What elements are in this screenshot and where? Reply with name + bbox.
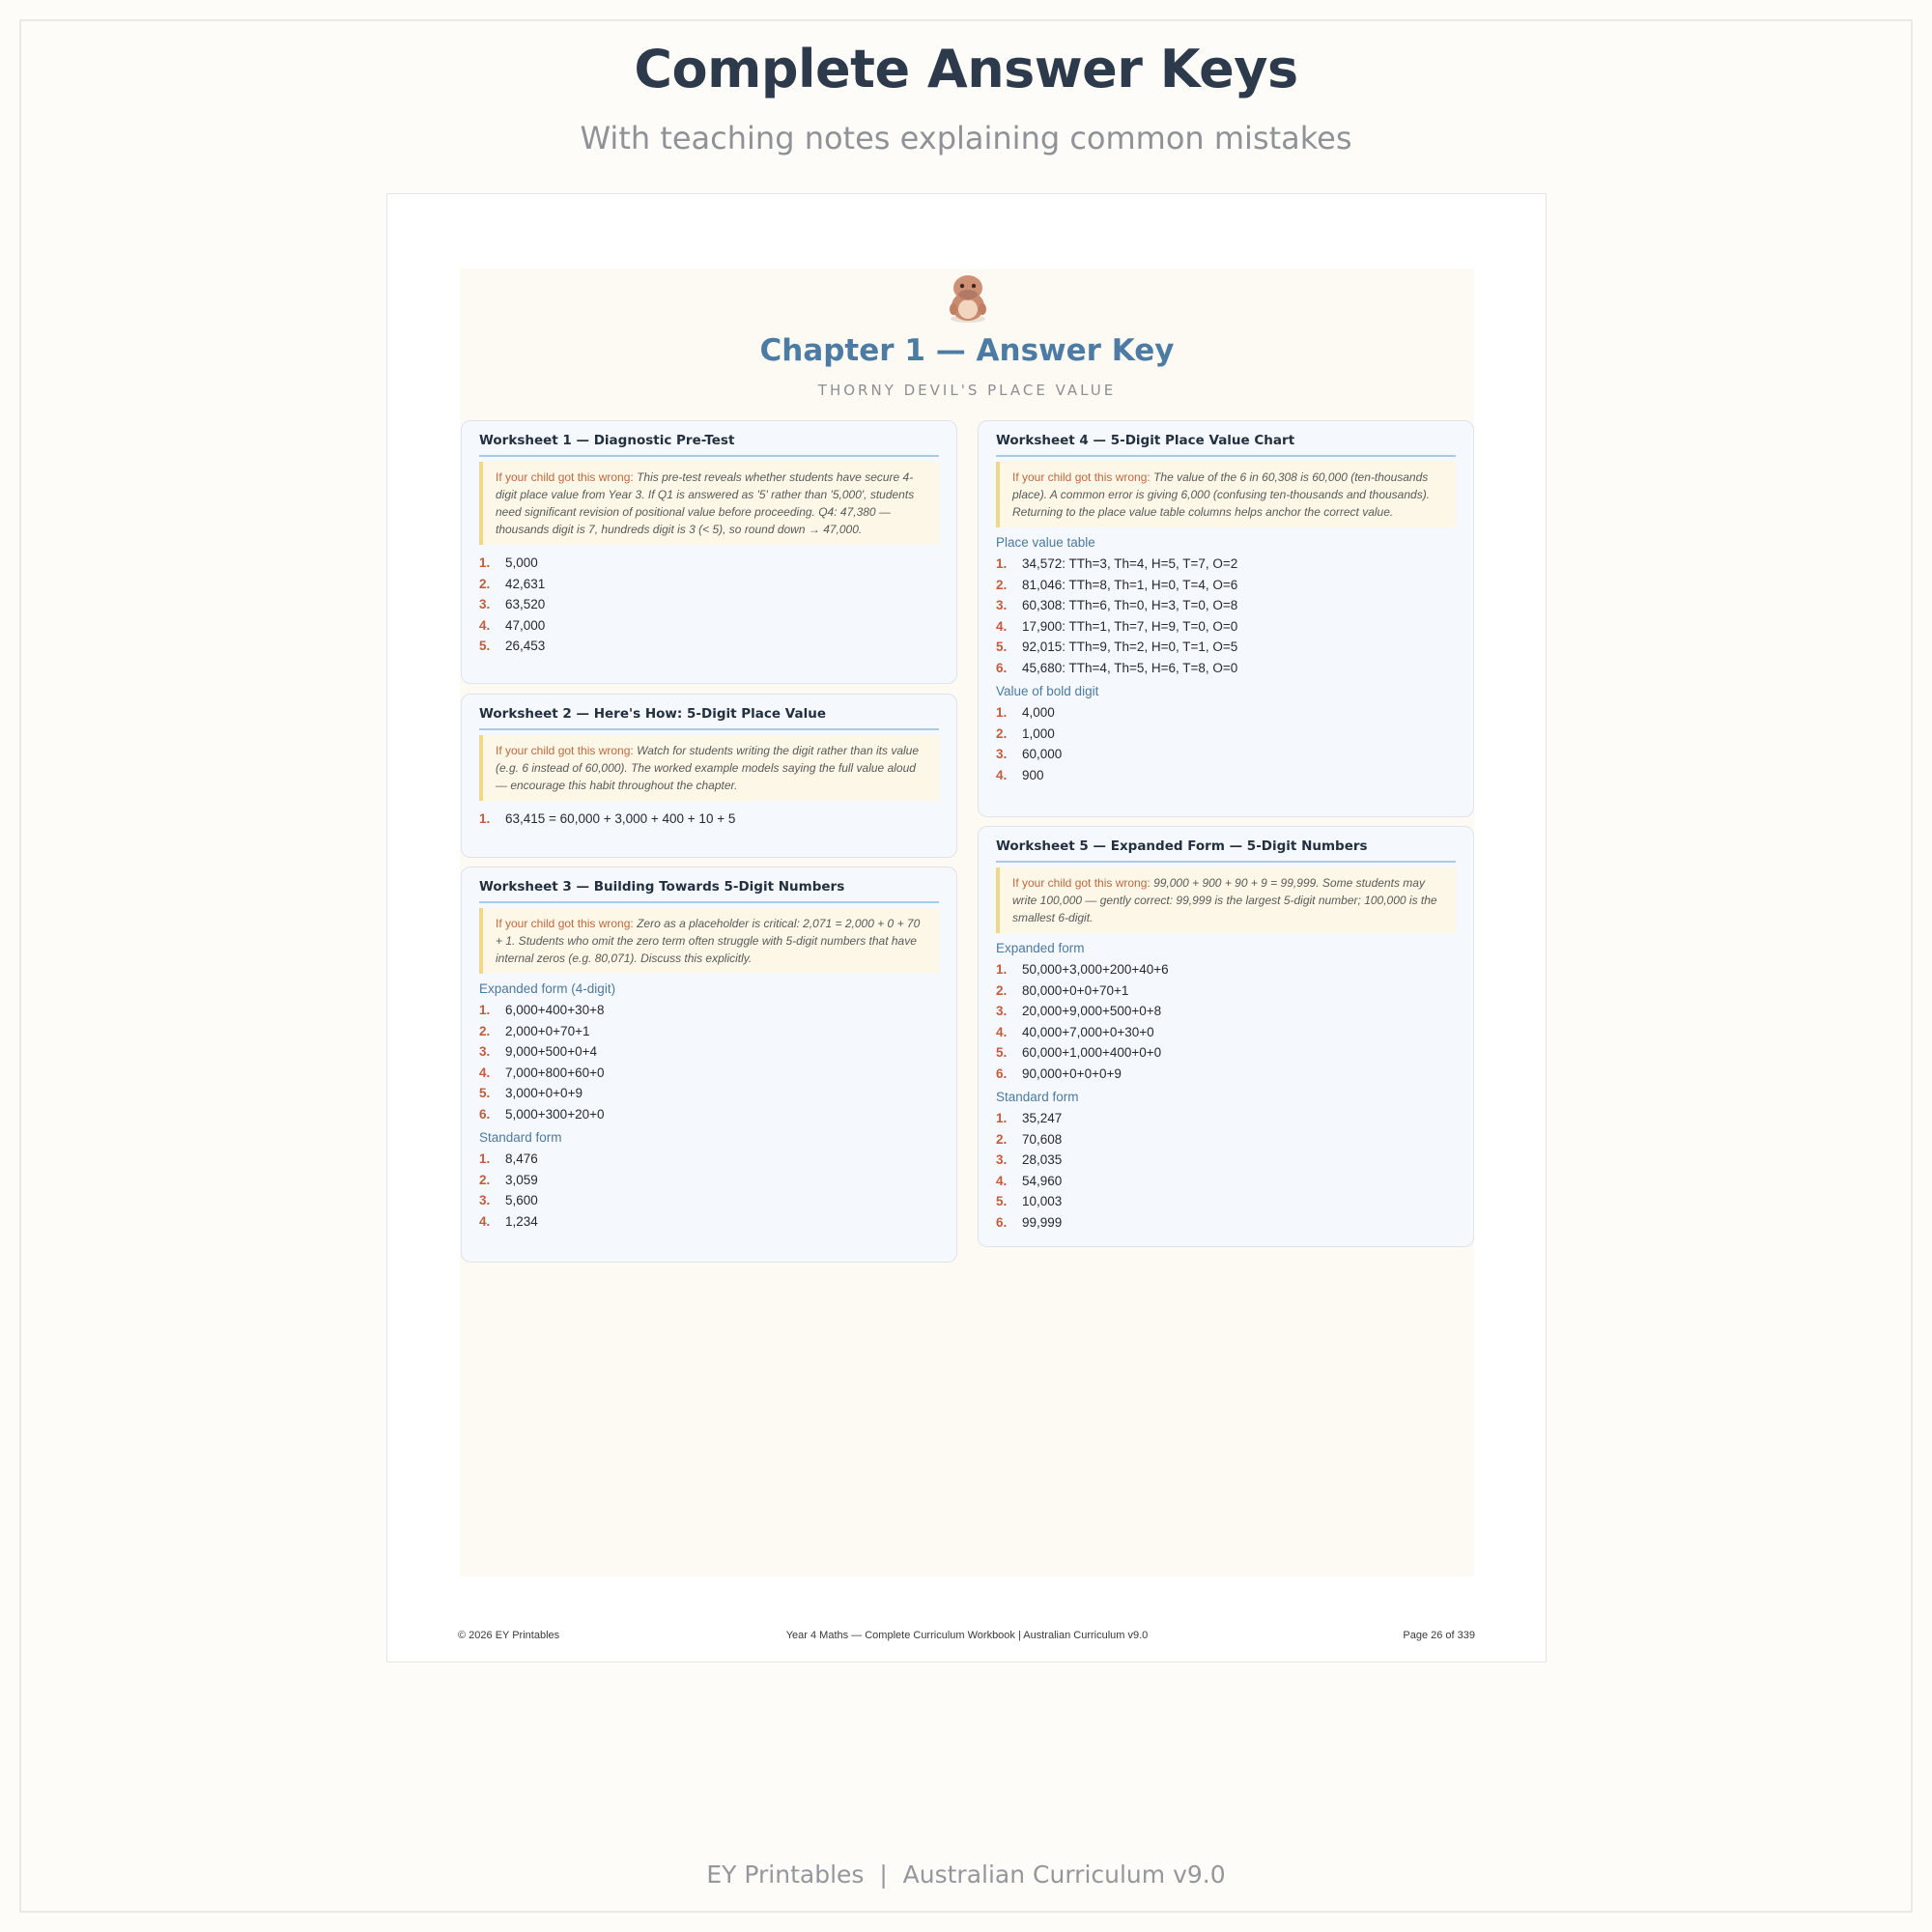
worksheet-4-card bbox=[978, 420, 1474, 817]
list-item: 5. 3,000+0+0+9 bbox=[479, 1086, 582, 1100]
list-item: 1. 35,247 bbox=[996, 1111, 1063, 1125]
worksheet-3-card bbox=[461, 867, 957, 1263]
list-item: 1. 5,000 bbox=[479, 555, 538, 570]
platypus-mascot-icon bbox=[938, 270, 998, 325]
page-content bbox=[460, 269, 1474, 1577]
answer-list bbox=[996, 959, 1456, 1084]
list-item: 2. 81,046: TTh=8, Th=1, H=0, T=4, O=6 bbox=[996, 577, 1238, 592]
list-item: 4. 54,960 bbox=[996, 1173, 1063, 1188]
answer-list bbox=[479, 553, 939, 657]
answer-list bbox=[996, 702, 1456, 785]
list-item: 6. 99,999 bbox=[996, 1214, 1063, 1230]
list-item: 6. 45,680: TTh=4, Th=5, H=6, T=8, O=0 bbox=[996, 660, 1238, 675]
list-item: 3. 5,600 bbox=[479, 1193, 538, 1208]
list-item: 5. 10,003 bbox=[996, 1194, 1063, 1208]
answer-list bbox=[996, 1108, 1456, 1233]
section-label: Expanded form bbox=[996, 941, 1085, 955]
list-item: 4. 40,000+7,000+0+30+0 bbox=[996, 1024, 1154, 1039]
list-item: 3. 60,000 bbox=[996, 747, 1063, 761]
list-item: 2. 2,000+0+70+1 bbox=[479, 1023, 590, 1038]
teaching-note bbox=[479, 908, 939, 974]
list-item: 6. 5,000+300+20+0 bbox=[479, 1106, 605, 1122]
answer-list bbox=[479, 1000, 939, 1124]
list-item: 3. 60,308: TTh=6, Th=0, H=3, T=0, O=8 bbox=[996, 598, 1238, 612]
teaching-note bbox=[479, 735, 939, 801]
list-item: 3. 63,520 bbox=[479, 597, 546, 611]
list-item: 1. 34,572: TTh=3, Th=4, H=5, T=7, O=2 bbox=[996, 556, 1238, 571]
section-label: Value of bold digit bbox=[996, 684, 1099, 698]
list-item: 4. 1,234 bbox=[479, 1213, 538, 1229]
note-label: If your child got this wrong: bbox=[496, 744, 634, 757]
teaching-note bbox=[996, 867, 1456, 933]
section-label: Place value table bbox=[996, 535, 1095, 550]
answer-list bbox=[996, 554, 1456, 678]
list-item: 2. 3,059 bbox=[479, 1172, 538, 1187]
note-text: Zero as a placeholder is critical: 2,071 = 2,000 + 0 + 70 + 1. Students who omit the zero term often struggle with 5-digit numbers that have internal zeros (e.g. 80,071). Discuss this explicitly. bbox=[496, 917, 921, 965]
note-text: 99,000 + 900 + 90 + 9 = 99,999. Some students may write 100,000 — gently correct: 99,999 is the largest 5-digit number; 100,000 is the smallest 6-digit. bbox=[1012, 876, 1437, 924]
list-item: 5. 92,015: TTh=9, Th=2, H=0, T=1, O=5 bbox=[996, 639, 1238, 654]
footer-book-title: Year 4 Maths — Complete Curriculum Workbook | Australian Curriculum v9.0 bbox=[785, 1630, 1149, 1641]
hero-subtitle: With teaching notes explaining common mistakes bbox=[580, 120, 1352, 156]
footer-copyright: © 2026 EY Printables bbox=[458, 1630, 560, 1641]
list-item: 4. 17,900: TTh=1, Th=7, H=9, T=0, O=0 bbox=[996, 618, 1238, 634]
list-item: 5. 26,453 bbox=[479, 639, 546, 653]
note-text: This pre-test reveals whether students have secure 4-digit place value from Year 3. If Q1 is answered as '5' rather than '5,000', students need significant revision of positional value before proceeding. Q4: 47,380 — thousands digit is 7, hundreds digit is 3 (< 5), so round down → 47,000. bbox=[496, 470, 915, 536]
list-item: 2. 80,000+0+0+70+1 bbox=[996, 982, 1129, 998]
section-label: Standard form bbox=[996, 1090, 1079, 1104]
list-item: 4. 47,000 bbox=[479, 617, 546, 633]
worksheet-title: Worksheet 2 — Here's How: 5-Digit Place Value bbox=[479, 706, 939, 730]
list-item: 6. 90,000+0+0+0+9 bbox=[996, 1065, 1122, 1081]
worksheet-title: Worksheet 3 — Building Towards 5-Digit Numbers bbox=[479, 879, 939, 903]
list-item: 1. 50,000+3,000+200+40+6 bbox=[996, 962, 1169, 977]
note-label: If your child got this wrong: bbox=[496, 470, 634, 484]
worksheet-5-card bbox=[978, 826, 1474, 1247]
teaching-note bbox=[996, 462, 1456, 527]
note-label: If your child got this wrong: bbox=[1012, 470, 1151, 484]
list-item: 1. 4,000 bbox=[996, 705, 1055, 720]
worksheet-title: Worksheet 1 — Diagnostic Pre-Test bbox=[479, 433, 939, 457]
list-item: 1. 8,476 bbox=[479, 1151, 538, 1166]
list-item: 1. 63,415 = 60,000 + 3,000 + 400 + 10 + 5 bbox=[479, 811, 736, 826]
note-text: The value of the 6 in 60,308 is 60,000 (ten-thousands place). A common error is giving 6,000 (confusing ten-thousands and thousands). Returning to the place value table columns helps anchor the correct value. bbox=[1012, 470, 1431, 519]
section-label: Expanded form (4-digit) bbox=[479, 981, 616, 996]
note-text: Watch for students writing the digit rather than its value (e.g. 6 instead of 60,000). The worked example models saying the full value aloud — encourage this habit throughout the chapter. bbox=[496, 744, 920, 792]
hero-title: Complete Answer Keys bbox=[634, 39, 1298, 99]
teaching-note bbox=[479, 462, 939, 545]
chapter-title: Chapter 1 — Answer Key bbox=[759, 333, 1175, 368]
list-item: 2. 70,608 bbox=[996, 1131, 1063, 1147]
list-item: 4. 900 bbox=[996, 767, 1044, 782]
worksheet-2-card bbox=[461, 694, 957, 858]
answer-list bbox=[479, 1149, 939, 1232]
workbook-page bbox=[386, 193, 1547, 1662]
footer-page-number: Page 26 of 339 bbox=[1403, 1630, 1475, 1641]
note-label: If your child got this wrong: bbox=[1012, 876, 1151, 890]
section-label: Standard form bbox=[479, 1130, 562, 1145]
list-item: 3. 9,000+500+0+4 bbox=[479, 1044, 597, 1059]
worksheet-title: Worksheet 4 — 5-Digit Place Value Chart bbox=[996, 433, 1456, 457]
list-item: 2. 1,000 bbox=[996, 725, 1055, 741]
list-item: 3. 20,000+9,000+500+0+8 bbox=[996, 1004, 1162, 1018]
list-item: 1. 6,000+400+30+8 bbox=[479, 1003, 605, 1017]
list-item: 3. 28,035 bbox=[996, 1152, 1063, 1167]
bottom-brand: EY Printables | Australian Curriculum v9.0 bbox=[706, 1861, 1226, 1889]
chapter-subtitle: THORNY DEVIL'S PLACE VALUE bbox=[817, 382, 1117, 399]
answer-list bbox=[479, 809, 939, 830]
worksheet-1-card bbox=[461, 420, 957, 684]
list-item: 5. 60,000+1,000+400+0+0 bbox=[996, 1045, 1162, 1060]
note-label: If your child got this wrong: bbox=[496, 917, 634, 930]
worksheet-title: Worksheet 5 — Expanded Form — 5-Digit Numbers bbox=[996, 838, 1456, 863]
list-item: 4. 7,000+800+60+0 bbox=[479, 1065, 605, 1080]
list-item: 2. 42,631 bbox=[479, 576, 546, 591]
